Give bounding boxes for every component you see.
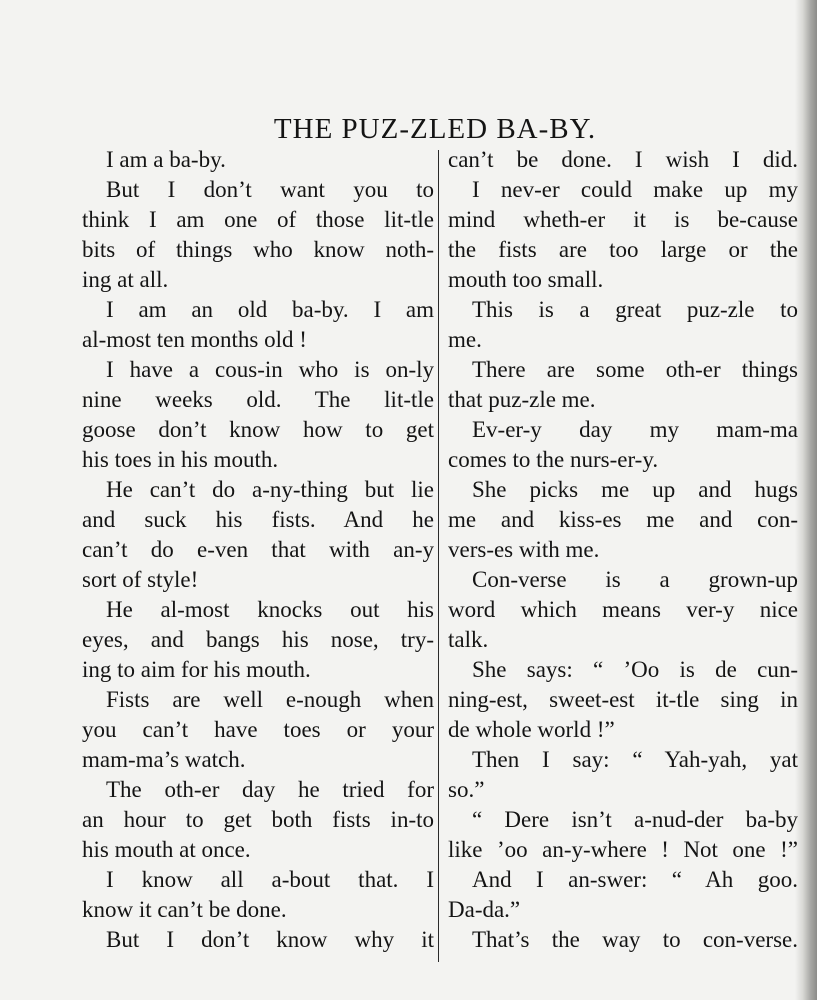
text-line: That’s the way to con-verse.: [472, 927, 798, 952]
text-line: I know all a-bout that. I: [106, 867, 434, 892]
text-line: comes to the nurs-er-y.: [448, 447, 659, 472]
page-title: THE PUZ-ZLED BA-BY.: [273, 113, 597, 146]
text-line: an hour to get both fists in-to: [82, 807, 434, 832]
text-line: me.: [448, 327, 482, 352]
text-line: mam-ma’s watch.: [82, 747, 246, 772]
text-line: like ’oo an-y-where ! Not one !”: [448, 837, 798, 862]
text-line: And I an-swer: “ Ah goo.: [472, 867, 798, 892]
text-line: that puz-zle me.: [448, 387, 596, 412]
text-line: She picks me up and hugs: [472, 477, 798, 502]
text-line: “ Dere isn’t a-nud-der ba-by: [472, 807, 798, 832]
text-line: you can’t have toes or your: [82, 717, 434, 742]
text-line: vers-es with me.: [448, 537, 600, 562]
text-line: the fists are too large or the: [448, 237, 798, 262]
text-line: There are some oth-er things: [472, 357, 798, 382]
text-line: ning-est, sweet-est it-tle sing in: [448, 687, 798, 712]
text-line: think I am one of those lit-tle: [82, 207, 434, 232]
text-line: al-most ten months old !: [82, 327, 307, 352]
text-line: But I don’t know why it: [106, 927, 434, 952]
text-line: mind wheth-er it is be-cause: [448, 207, 798, 232]
text-line: me and kiss-es me and con-: [448, 507, 798, 532]
text-line: goose don’t know how to get: [82, 417, 434, 442]
text-line: his mouth at once.: [82, 837, 251, 862]
text-line: This is a great puz-zle to: [472, 297, 798, 322]
column-divider: [438, 150, 439, 962]
text-line: He can’t do a-ny-thing but lie: [106, 477, 434, 502]
text-line: sort of style!: [82, 567, 199, 592]
text-line: Fists are well e-nough when: [106, 687, 434, 712]
text-line: Ev-er-y day my mam-ma: [472, 417, 798, 442]
text-line: and suck his fists. And he: [82, 507, 434, 532]
text-line: Da-da.”: [448, 897, 521, 922]
left-text-column: [82, 145, 434, 955]
text-line: talk.: [448, 627, 489, 652]
text-line: I am a ba-by.: [106, 147, 226, 172]
text-line: She says: “ ’Oo is de cun-: [472, 657, 798, 682]
text-line: nine weeks old. The lit-tle: [82, 387, 434, 412]
text-line: eyes, and bangs his nose, try-: [82, 627, 434, 652]
text-line: de whole world !”: [448, 717, 615, 742]
text-line: bits of things who know noth-: [82, 237, 434, 262]
text-line: Con-verse is a grown-up: [472, 567, 798, 592]
text-line: ing to aim for his mouth.: [82, 657, 311, 682]
text-line: He al-most knocks out his: [106, 597, 434, 622]
page-edge-shadow: [795, 0, 817, 1000]
text-line: word which means ver-y nice: [448, 597, 798, 622]
right-text-column: [448, 145, 798, 955]
text-line: Then I say: “ Yah-yah, yat: [472, 747, 798, 772]
text-line: The oth-er day he tried for: [106, 777, 434, 802]
text-line: I nev-er could make up my: [472, 177, 798, 202]
text-line: I am an old ba-by. I am: [106, 297, 434, 322]
text-line: I have a cous-in who is on-ly: [106, 357, 434, 382]
text-line: can’t do e-ven that with an-y: [82, 537, 434, 562]
text-line: But I don’t want you to: [106, 177, 434, 202]
text-line: his toes in his mouth.: [82, 447, 279, 472]
text-line: mouth too small.: [448, 267, 604, 292]
text-line: can’t be done. I wish I did.: [448, 147, 798, 172]
text-line: so.”: [448, 777, 485, 802]
text-line: ing at all.: [82, 267, 169, 292]
text-line: know it can’t be done.: [82, 897, 287, 922]
